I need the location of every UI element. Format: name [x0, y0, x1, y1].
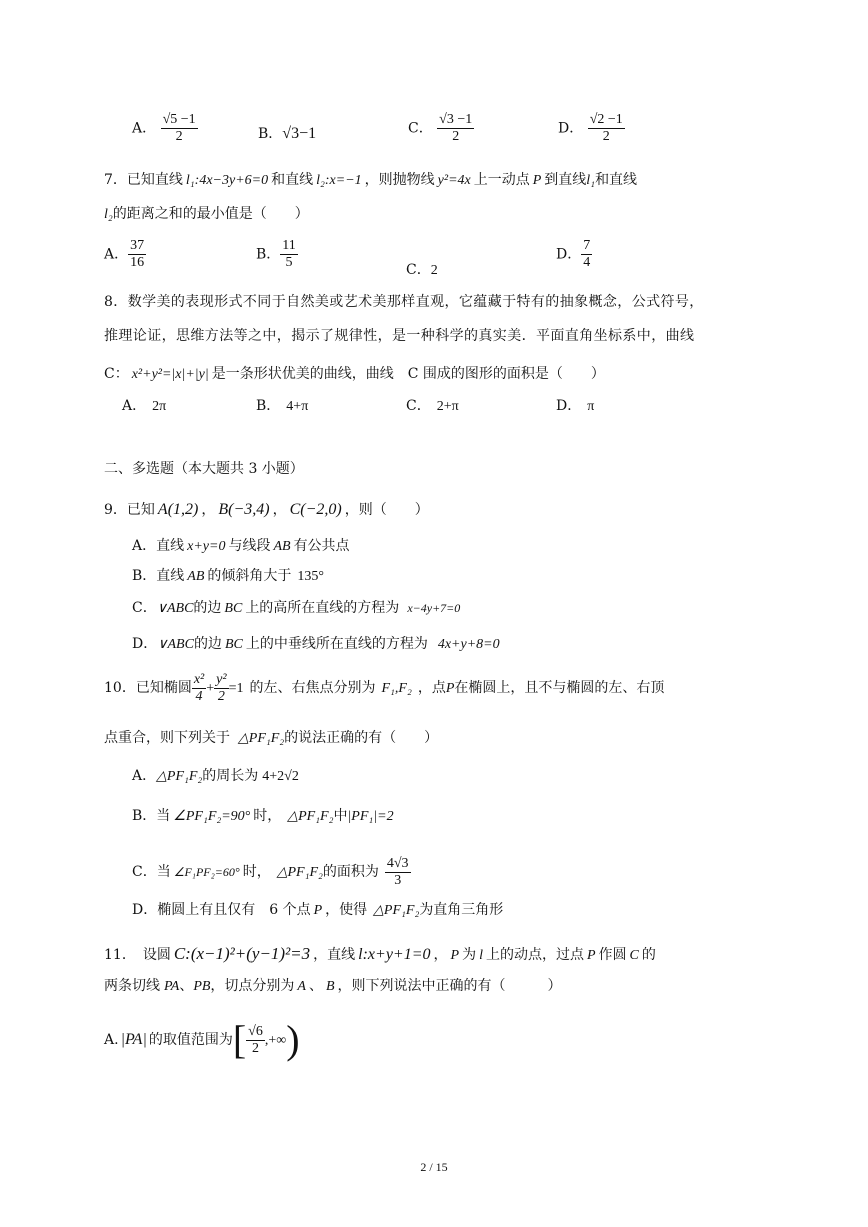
q8-line3: C： x²+y²=|x|+|y| 是一条形状优美的曲线，曲线 C 围成的图形的面积是（ ）: [104, 366, 605, 382]
q8-line1: 8．数学美的表现形式不同于自然美或艺术美那样直观，它蕴藏于特有的抽象概念，公式符号，: [104, 294, 704, 310]
q6-option-a: A． $\frac{√5 -1}{2}$: [132, 112, 196, 144]
q11-line1: 11． 设圆 C:(x−1)²+(y−1)²=3 ，直线 l:x+y+1=0 ， P 为 l 上的动点，过点 P 作圆 C 的: [104, 944, 656, 963]
q8-line2: 推理论证，思维方法等之中，揭示了规律性，是一种科学的真实美．平面直角坐标系中，曲线: [104, 328, 695, 344]
q7-option-c: C．2: [406, 262, 438, 278]
q9-option-b: B．直线 AB 的倾斜角大于 135°: [132, 568, 325, 584]
q7-option-b: B． $\frac{11}{5}$: [256, 238, 296, 270]
q6-d-fraction: $\frac{√2 -1}{2}$: [589, 112, 623, 144]
q6-a-fraction: $\frac{√5 -1}{2}$: [162, 112, 196, 144]
q11-option-a: A. |PA| 的取值范围为[ $\frac{√6}{2}$ ,+∞): [104, 1017, 300, 1062]
q7-line1: 7．已知直线 l₁:4x−3y+6=0 和直线 l₂:x=−1 ，则抛物线 y²=4x 上一动点 P 到直线l₁和直线: [104, 172, 638, 188]
q11-line2: 两条切线 PA、PB，切点分别为 A 、 B ，则下列说法中正确的有（ ）: [104, 978, 562, 994]
q10-option-b: B．当 ∠PF₁F₂=90° 时， △PF₁F₂中|PF₁|=2: [132, 808, 394, 824]
q7-option-d: D． $\frac{7}{4}$: [556, 238, 591, 270]
q9-stem: 9．已知 A(1,2) ， B(−3,4) ， C(−2,0) ，则（ ）: [104, 501, 429, 518]
page-number: 2 / 15: [420, 1160, 448, 1174]
q8-option-c: C． 2+π: [406, 398, 459, 414]
q10-line1: 10．已知椭圆 $\frac{\text{x²}}{4}$ + $\frac{\text{y²}}{2}$ =1 的左、右焦点分别为 F₁,F₂ ，点P在椭圆上，且不与椭圆的左、右顶: [104, 671, 665, 704]
q6-option-c: C． $\frac{√3 -1}{2}$: [408, 112, 473, 144]
q10-option-d: D．椭圆上有且仅有 6 个点 P ，使得 △PF₁F₂为直角三角形: [132, 902, 504, 918]
q6-option-b: B．√3−1: [258, 125, 317, 142]
q8-option-d: D． π: [556, 398, 595, 414]
q7-option-a: A． $\frac{37}{16}$: [104, 238, 145, 270]
q8-option-b: B． 4+π: [256, 398, 309, 414]
q8-option-a: A． 2π: [122, 398, 167, 414]
q9-option-c: C．∨ABC的边 BC 上的高所在直线的方程为 x−4y+7=0: [132, 600, 461, 616]
q9-option-a: A．直线 x+y=0 与线段 AB 有公共点: [132, 538, 350, 554]
q10-line2: 点重合，则下列关于 △PF₁F₂的说法正确的有（ ）: [104, 730, 439, 746]
q9-option-d: D．∨ABC的边 BC 上的中垂线所在直线的方程为 4x+y+8=0: [132, 636, 500, 652]
q6-c-fraction: $\frac{√3 -1}{2}$: [439, 112, 473, 144]
q7-line2: l₂的距离之和的最小值是（ ）: [104, 206, 309, 222]
q10-option-c: C．当 ∠F₁PF₂=60° 时， △PF₁F₂的面积为 $\frac{4√3}{3}$: [132, 855, 409, 888]
q6-option-d: D． $\frac{√2 -1}{2}$: [558, 112, 623, 144]
q10-option-a: A．△PF₁F₂的周长为 4+2√2: [132, 768, 299, 784]
section-heading: 二、多选题（本大题共 3 小题）: [104, 461, 304, 477]
